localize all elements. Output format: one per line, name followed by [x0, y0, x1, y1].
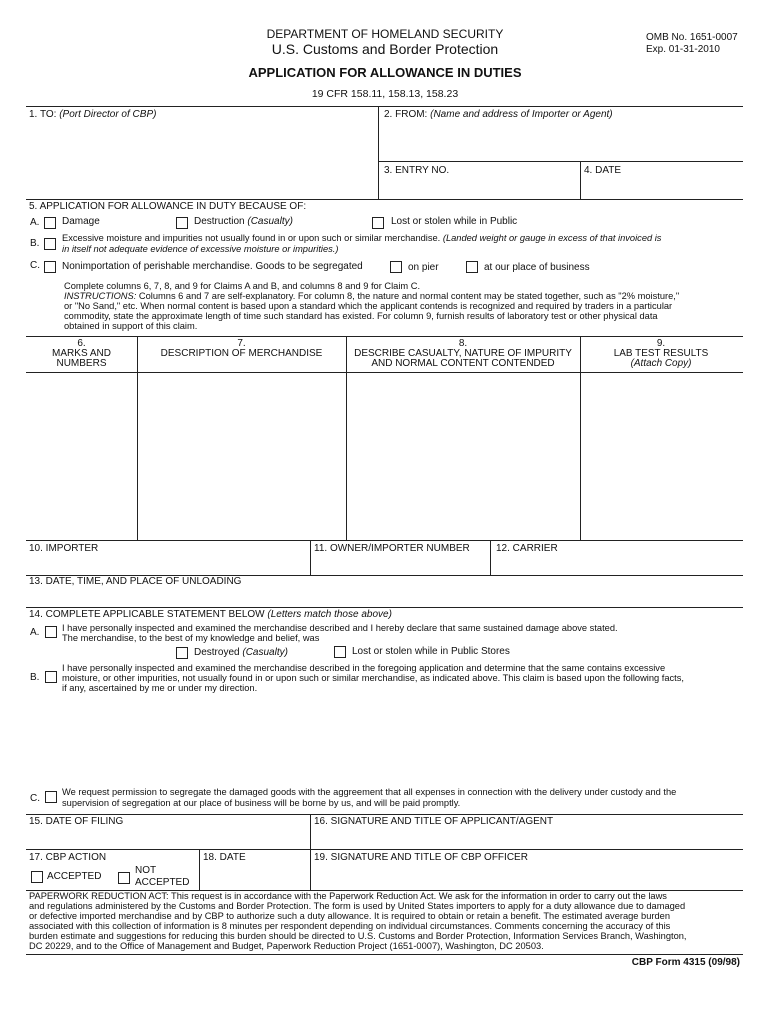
- on-pier-checkbox[interactable]: [390, 261, 402, 273]
- nonimportation-checkbox[interactable]: [44, 261, 56, 273]
- lost-stolen-label: Lost or stolen while in Public: [391, 216, 518, 227]
- rule: [26, 954, 743, 955]
- option-letter: C.: [30, 260, 40, 271]
- rule: [26, 372, 743, 373]
- casualty-text: (Casualty): [247, 216, 293, 227]
- instructions-line: obtained in support of this claim.: [64, 321, 198, 331]
- instructions-text: Columns 6 and 7 are self-explanatory. For column 8, the nature and normal content may be stated together, such as "2% moisture,": [138, 291, 680, 301]
- paperwork-notice: burden estimate and suggestions for reducing this burden should be directed to U.S. Customs and Border Protection, Information Services Branch, Washington,: [29, 931, 687, 941]
- from-hint: (Name and address of Importer or Agent): [430, 109, 613, 120]
- form-title: APPLICATION FOR ALLOWANCE IN DUTIES: [248, 65, 522, 80]
- column-header-casualty-2: AND NORMAL CONTENT CONTENDED: [371, 358, 555, 369]
- damage-label: Damage: [62, 216, 100, 227]
- from-field[interactable]: [384, 110, 613, 120]
- lost-stolen-checkbox[interactable]: [372, 217, 384, 229]
- instructions-line: or "No Sand," etc. When normal content is based upon a standard which the applicant contends is recognized and required by traders in a particular: [64, 301, 673, 311]
- rule: [310, 540, 311, 575]
- place-of-business-checkbox[interactable]: [466, 261, 478, 273]
- cbp-action-label: 17. CBP ACTION: [29, 852, 107, 863]
- option-letter: B.: [30, 672, 40, 683]
- unloading-field[interactable]: 13. DATE, TIME, AND PLACE OF UNLOADING: [29, 576, 242, 587]
- lost-public-stores-checkbox[interactable]: [334, 646, 346, 658]
- excessive-moisture-text: Excessive moisture and impurities not usually found in or upon such or similar merchandise.: [62, 233, 441, 243]
- rule: [26, 106, 743, 107]
- column-header-lab: LAB TEST RESULTS: [613, 348, 709, 359]
- destroyed-label: [194, 648, 288, 658]
- excessive-moisture-checkbox[interactable]: [44, 238, 56, 250]
- instructions-line: Complete columns 6, 7, 8, and 9 for Claims A and B, and columns 8 and 9 for Claim C.: [64, 281, 421, 291]
- owner-importer-number-field[interactable]: 11. OWNER/IMPORTER NUMBER: [314, 543, 470, 554]
- rule: [137, 336, 138, 540]
- option-letter: B.: [30, 238, 40, 249]
- rule: [199, 849, 200, 890]
- statement-a-checkbox[interactable]: [45, 626, 57, 638]
- destroyed-text: Destroyed: [194, 647, 240, 658]
- rule: [378, 161, 743, 162]
- place-of-business-label: at our place of business: [484, 262, 590, 273]
- statement-c-checkbox[interactable]: [45, 791, 57, 803]
- paperwork-notice: associated with this collection of information is 8 minutes per respondent depending on individual circumstances. Comments concerning the accuracy of this: [29, 921, 671, 931]
- destroyed-casualty: (Casualty): [242, 647, 288, 658]
- paperwork-notice: PAPERWORK REDUCTION ACT: This request is in accordance with the Paperwork Reduction Act. We ask for the information in order to carry out the laws: [29, 891, 667, 901]
- statement-c-text: supervision of segregation at our place of business will be borne by us, and will be paid promptly.: [62, 798, 461, 808]
- block14-heading-note: (Letters match those above): [267, 609, 392, 620]
- statement-b-text: if any, ascertained by me or under my direction.: [62, 683, 258, 693]
- column-number: 9.: [656, 338, 666, 349]
- option-letter: A.: [30, 217, 40, 228]
- excessive-moisture-line1: [62, 234, 661, 244]
- accepted-checkbox[interactable]: [31, 871, 43, 883]
- paperwork-notice: and regulations administered by the Customs and Border Protection. The form is used by United States importers to apply for a duty allowance due to damaged: [29, 901, 686, 911]
- paperwork-notice: or defective imported merchandise and by CBP to authorize such a duty allowance. It is required to obtain or retain a benefit. The estimated average burden: [29, 911, 670, 921]
- damage-checkbox[interactable]: [44, 217, 56, 229]
- omb-number: OMB No. 1651-0007: [646, 32, 738, 43]
- destruction-label: [194, 217, 293, 227]
- accepted-label: ACCEPTED: [47, 871, 102, 882]
- destroyed-checkbox[interactable]: [176, 647, 188, 659]
- rule: [26, 849, 743, 850]
- column-header-marks-2: NUMBERS: [56, 358, 107, 369]
- to-field[interactable]: [29, 110, 156, 120]
- block14-heading-text: 14. COMPLETE APPLICABLE STATEMENT BELOW: [29, 609, 265, 620]
- statement-b-text: I have personally inspected and examined the merchandise described in the foregoing application and determine that the same contains excessive: [62, 663, 666, 673]
- option-letter: A.: [30, 627, 40, 638]
- date-field[interactable]: 4. DATE: [584, 165, 622, 176]
- not-accepted-label-2: ACCEPTED: [135, 877, 190, 888]
- column-header-description: DESCRIPTION OF MERCHANDISE: [160, 348, 323, 359]
- block14-heading: [29, 610, 392, 620]
- cfr-reference: 19 CFR 158.11, 158.13, 158.23: [311, 88, 459, 100]
- date-of-filing-field[interactable]: 15. DATE OF FILING: [29, 816, 124, 827]
- paperwork-notice: DC 20229, and to the Office of Management and Budget, Paperwork Reduction Project (1651-0007), Washington, DC 20503.: [29, 941, 544, 951]
- to-hint: (Port Director of CBP): [59, 109, 157, 120]
- destruction-text: Destruction: [194, 216, 245, 227]
- nonimportation-label: Nonimportation of perishable merchandise. Goods to be segregated: [62, 261, 363, 272]
- rule: [378, 106, 379, 199]
- excessive-moisture-line2: in itself not adequate evidence of excessive moisture or impurities.): [62, 244, 339, 254]
- option-letter: C.: [30, 793, 40, 804]
- statement-c-text: We request permission to segregate the damaged goods with the aggreement that all expenses in connection with the delivery under custody and the: [62, 787, 677, 797]
- instructions-label: INSTRUCTIONS:: [64, 291, 137, 301]
- expiration-date: Exp. 01-31-2010: [646, 44, 720, 55]
- destruction-checkbox[interactable]: [176, 217, 188, 229]
- column-number: 8.: [458, 338, 468, 349]
- landed-weight-note: (Landed weight or gauge in excess of that invoiced is: [442, 233, 662, 243]
- statement-b-checkbox[interactable]: [45, 671, 57, 683]
- on-pier-label: on pier: [408, 262, 439, 273]
- rule: [310, 814, 311, 890]
- instructions-line: commodity, state the approximate length of time such standard has existed. For column 9, furnish results of laboratory test or other physical data: [64, 311, 658, 321]
- applicant-signature-field[interactable]: 16. SIGNATURE AND TITLE OF APPLICANT/AGENT: [314, 816, 554, 827]
- column-number: 6.: [77, 338, 86, 349]
- column-header-casualty: DESCRIBE CASUALTY, NATURE OF IMPURITY: [354, 348, 572, 359]
- not-accepted-label: NOT: [135, 865, 157, 876]
- entry-no-field[interactable]: 3. ENTRY NO.: [384, 165, 450, 176]
- rule: [490, 540, 491, 575]
- block5-heading: 5. APPLICATION FOR ALLOWANCE IN DUTY BECAUSE OF:: [29, 201, 307, 212]
- from-label: 2. FROM:: [384, 109, 428, 120]
- statement-b-text: moisture, or other impurities, not usually found in or upon such or similar merchandise, as indicated above. This claim is based upon the following facts,: [62, 673, 685, 683]
- department-name: DEPARTMENT OF HOMELAND SECURITY: [266, 27, 504, 41]
- cbp-date-field[interactable]: 18. DATE: [203, 852, 246, 863]
- agency-name: U.S. Customs and Border Protection: [271, 41, 499, 57]
- cbp-officer-signature-field[interactable]: 19. SIGNATURE AND TITLE OF CBP OFFICER: [314, 852, 528, 863]
- statement-a-text: The merchandise, to the best of my knowledge and belief, was: [62, 633, 320, 643]
- lost-public-stores-label: Lost or stolen while in Public Stores: [352, 646, 510, 657]
- rule: [26, 199, 743, 200]
- importer-field[interactable]: 10. IMPORTER: [29, 543, 99, 554]
- rule: [26, 540, 743, 541]
- column-header-lab-2: (Attach Copy): [630, 358, 692, 369]
- column-header-marks: MARKS AND: [52, 348, 111, 359]
- statement-a-text: I have personally inspected and examined the merchandise described and I hereby declare that same sustained damage above stated.: [62, 623, 618, 633]
- to-label: 1. TO:: [29, 109, 57, 120]
- form-number: CBP Form 4315 (09/98): [631, 957, 740, 968]
- rule: [26, 814, 743, 815]
- carrier-field[interactable]: 12. CARRIER: [496, 543, 558, 554]
- not-accepted-checkbox[interactable]: [118, 872, 130, 884]
- column-number: 7.: [237, 338, 246, 349]
- rule: [580, 161, 581, 199]
- rule: [26, 336, 743, 337]
- rule: [26, 607, 743, 608]
